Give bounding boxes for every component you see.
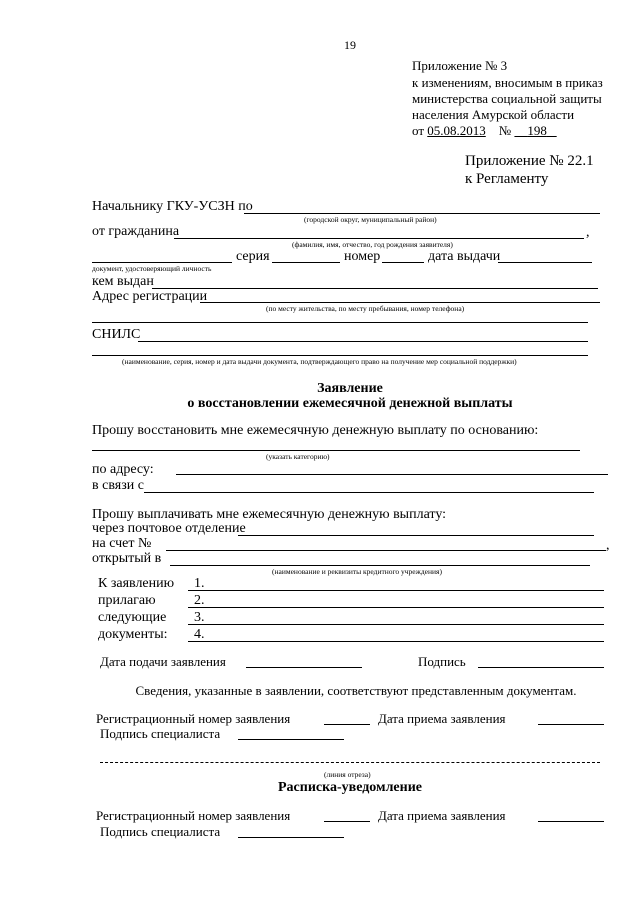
attachments-label-3: следующие <box>98 610 167 625</box>
attachment-item-4: 4. <box>194 627 205 642</box>
attachment-item-3: 3. <box>194 610 205 625</box>
number-sign: № <box>498 123 512 138</box>
submit-date-label: Дата подачи заявления <box>100 654 226 669</box>
appendix-3-line2: к изменениям, вносимым в приказ <box>412 75 603 90</box>
receipt-title: Расписка-уведомление <box>278 780 422 795</box>
issued-by-label: кем выдан <box>92 274 154 289</box>
attachments-label-2: прилагаю <box>98 593 156 608</box>
via-post-label: через почтовое отделение <box>92 521 246 536</box>
page-number: 19 <box>344 38 356 52</box>
citizen-name-field[interactable] <box>174 238 584 239</box>
receipt-specialist-signature-label: Подпись специалиста <box>100 824 221 839</box>
signature-field[interactable] <box>478 667 604 668</box>
series-field[interactable] <box>272 262 340 263</box>
issue-date-field[interactable] <box>498 262 592 263</box>
order-date: 05.08.2013 <box>427 123 486 138</box>
to-account-label: на счет № <box>92 536 152 551</box>
document-subtitle: о восстановлении ежемесячной денежной выплаты <box>187 396 513 411</box>
accept-date-label: Дата приема заявления <box>378 711 506 726</box>
issue-date-label: дата выдачи <box>428 249 501 264</box>
issued-by-field[interactable] <box>152 288 598 289</box>
receipt-accept-date-label: Дата приема заявления <box>378 808 506 823</box>
series-label: серия <box>236 249 270 264</box>
specialist-signature-label: Подпись специалиста <box>100 726 221 741</box>
attachment-item-1: 1. <box>194 576 205 591</box>
receipt-accept-date-field[interactable] <box>538 821 604 822</box>
post-office-field[interactable] <box>238 535 594 536</box>
comma: , <box>586 225 590 240</box>
appendix-3-title: Приложение № 3 <box>412 58 508 73</box>
district-caption: (городской округ, муниципальный район) <box>304 215 437 224</box>
at-address-field[interactable] <box>176 474 608 475</box>
order-number: 198 <box>527 123 547 138</box>
reg-address-label: Адрес регистрации <box>92 289 208 304</box>
receipt-reg-number-label: Регистрационный номер заявления <box>96 808 291 823</box>
cut-line-caption: (линия отреза) <box>324 770 371 779</box>
due-to-field[interactable] <box>144 492 594 493</box>
appendix-22-title: Приложение № 22.1 <box>465 153 594 169</box>
category-field[interactable] <box>92 450 580 451</box>
submit-date-field[interactable] <box>246 667 362 668</box>
from-label: от <box>412 123 425 138</box>
fio-caption: (фамилия, имя, отчество, год рождения заявителя) <box>292 240 453 249</box>
request-restore-text: Прошу восстановить мне ежемесячную денежную выплату по основанию: <box>92 423 539 438</box>
bank-field[interactable] <box>170 565 590 566</box>
snils-label: СНИЛС <box>92 327 141 342</box>
appendix-3-date-row <box>412 123 557 139</box>
reg-number-field[interactable] <box>324 724 370 725</box>
appendix-3-line3: министерства социальной защиты <box>412 91 602 106</box>
attachment-field-2[interactable] <box>188 607 604 608</box>
due-to-label: в связи с <box>92 478 144 493</box>
account-number-field[interactable] <box>166 550 606 551</box>
snils-field[interactable] <box>138 341 588 342</box>
id-document-field[interactable] <box>92 262 232 263</box>
attachment-field-3[interactable] <box>188 624 604 625</box>
request-pay-text: Прошу выплачивать мне ежемесячную денежную выплату: <box>92 507 447 522</box>
receipt-reg-number-field[interactable] <box>324 821 370 822</box>
address-field-2[interactable] <box>92 322 588 323</box>
bank-caption: (наименование и реквизиты кредитного учреждения) <box>272 567 442 576</box>
opened-in-label: открытый в <box>92 551 162 566</box>
grounds-document-field[interactable] <box>92 355 588 356</box>
category-caption: (указать категорию) <box>266 452 330 461</box>
from-citizen-label: от гражданина <box>92 224 180 239</box>
appendix-22-subtitle: к Регламенту <box>465 171 549 187</box>
attachment-field-4[interactable] <box>188 641 604 642</box>
attachment-item-2: 2. <box>194 593 205 608</box>
address-caption: (по месту жительства, по месту пребывания, номер телефона) <box>266 304 465 313</box>
cut-line <box>100 762 600 763</box>
id-document-caption: документ, удостоверяющий личность <box>92 264 212 273</box>
attachments-label-4: документы: <box>98 627 168 642</box>
at-address-label: по адресу: <box>92 462 154 477</box>
attachment-field-1[interactable] <box>188 590 604 591</box>
accept-date-field[interactable] <box>538 724 604 725</box>
reg-number-label: Регистрационный номер заявления <box>96 711 291 726</box>
receipt-specialist-signature-field[interactable] <box>238 837 344 838</box>
attachments-label-1: К заявлению <box>98 576 175 591</box>
document-title: Заявление <box>317 381 383 396</box>
to-chief-label: Начальнику ГКУ-УСЗН по <box>92 199 253 214</box>
grounds-caption: (наименование, серия, номер и дата выдачи документа, подтверждающего право на получение мер социальной поддержки) <box>122 357 517 366</box>
district-field[interactable] <box>244 213 600 214</box>
specialist-signature-field[interactable] <box>238 739 344 740</box>
reg-address-field[interactable] <box>200 302 600 303</box>
number-label: номер <box>344 249 381 264</box>
number-field[interactable] <box>382 262 424 263</box>
account-comma: , <box>606 538 610 553</box>
signature-label: Подпись <box>418 654 466 669</box>
appendix-3-line4: населения Амурской области <box>412 107 575 122</box>
confirmation-text: Сведения, указанные в заявлении, соответствуют представленным документам. <box>135 683 577 698</box>
